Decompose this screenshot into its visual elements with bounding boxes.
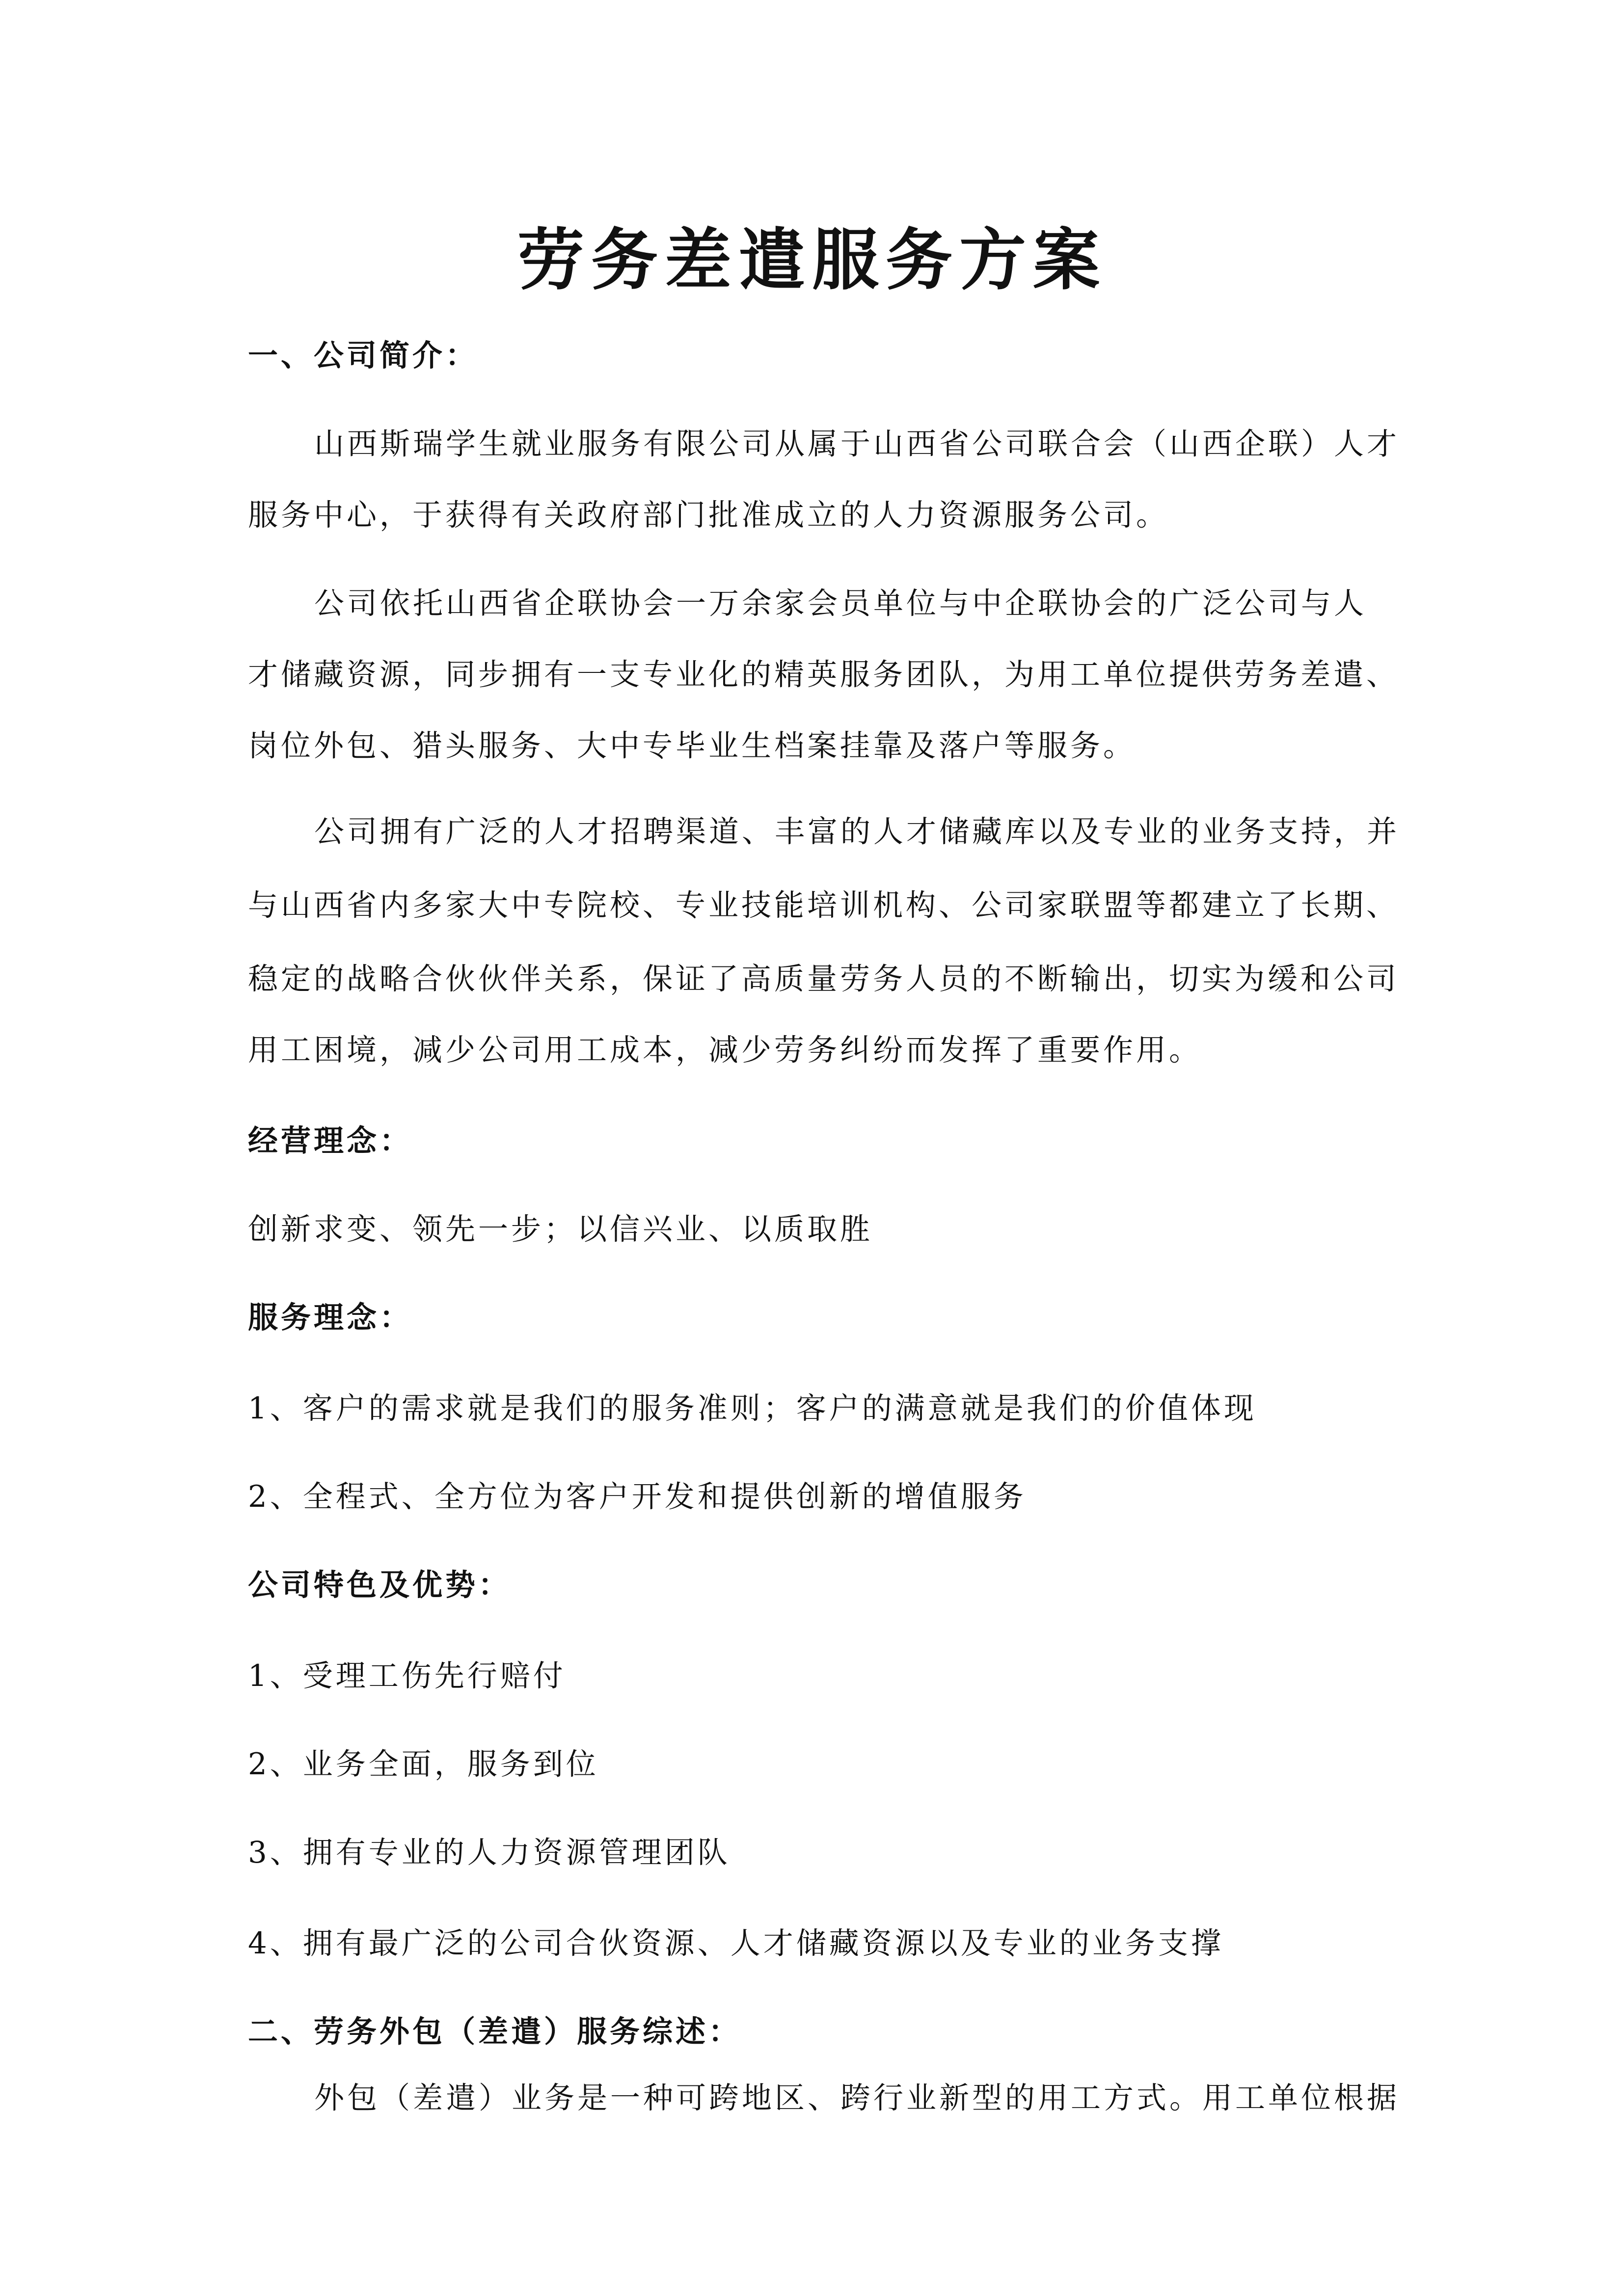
features-heading: 公司特色及优势： [248,1568,512,1602]
intro-paragraph-3-line-1: 公司拥有广泛的人才招聘渠道、丰富的人才储藏库以及专业的业务支持，并 [314,814,1400,849]
features-item-4: 4、拥有最广泛的公司合伙资源、人才储藏资源以及专业的业务支撑 [248,1926,1224,1961]
service-philosophy-item-2: 2、全程式、全方位为客户开发和提供创新的增值服务 [248,1479,1027,1514]
intro-paragraph-2-line-3: 岗位外包、猎头服务、大中专毕业生档案挂靠及落户等服务。 [248,728,1137,763]
business-philosophy-text: 创新求变、领先一步；以信兴业、以质取胜 [248,1212,873,1247]
section2-paragraph-line-1: 外包（差遣）业务是一种可跨地区、跨行业新型的用工方式。用工单位根据 [314,2081,1400,2115]
intro-paragraph-2-line-2: 才储藏资源，同步拥有一支专业化的精英服务团队，为用工单位提供劳务差遣、 [248,657,1400,692]
features-item-3: 3、拥有专业的人力资源管理团队 [248,1835,731,1870]
service-philosophy-item-1: 1、客户的需求就是我们的服务准则；客户的满意就是我们的价值体现 [248,1391,1257,1426]
intro-paragraph-2-line-1: 公司依托山西省企联协会一万余家会员单位与中企联协会的广泛公司与人 [314,586,1367,621]
business-philosophy-heading: 经营理念： [248,1123,413,1158]
intro-paragraph-3-line-4: 用工困境，减少公司用工成本，减少劳务纠纷而发挥了重要作用。 [248,1033,1202,1068]
intro-paragraph-3-line-2: 与山西省内多家大中专院校、专业技能培训机构、公司家联盟等都建立了长期、 [248,888,1400,923]
section1-heading: 一、公司简介： [248,338,479,373]
intro-paragraph-3-line-3: 稳定的战略合伙伙伴关系，保证了高质量劳务人员的不断输出，切实为缓和公司 [248,961,1400,996]
intro-paragraph-1-line-1: 山西斯瑞学生就业服务有限公司从属于山西省公司联合会（山西企联）人才 [314,427,1400,461]
section2-heading: 二、劳务外包（差遣）服务综述： [248,2014,742,2049]
service-philosophy-heading: 服务理念： [248,1300,413,1335]
features-item-2: 2、业务全面，服务到位 [248,1747,599,1782]
document-title: 劳务差遣服务方案 [517,221,1107,299]
intro-paragraph-1-line-2: 服务中心，于获得有关政府部门批准成立的人力资源服务公司。 [248,498,1169,533]
features-item-1: 1、受理工伤先行赔付 [248,1658,566,1693]
